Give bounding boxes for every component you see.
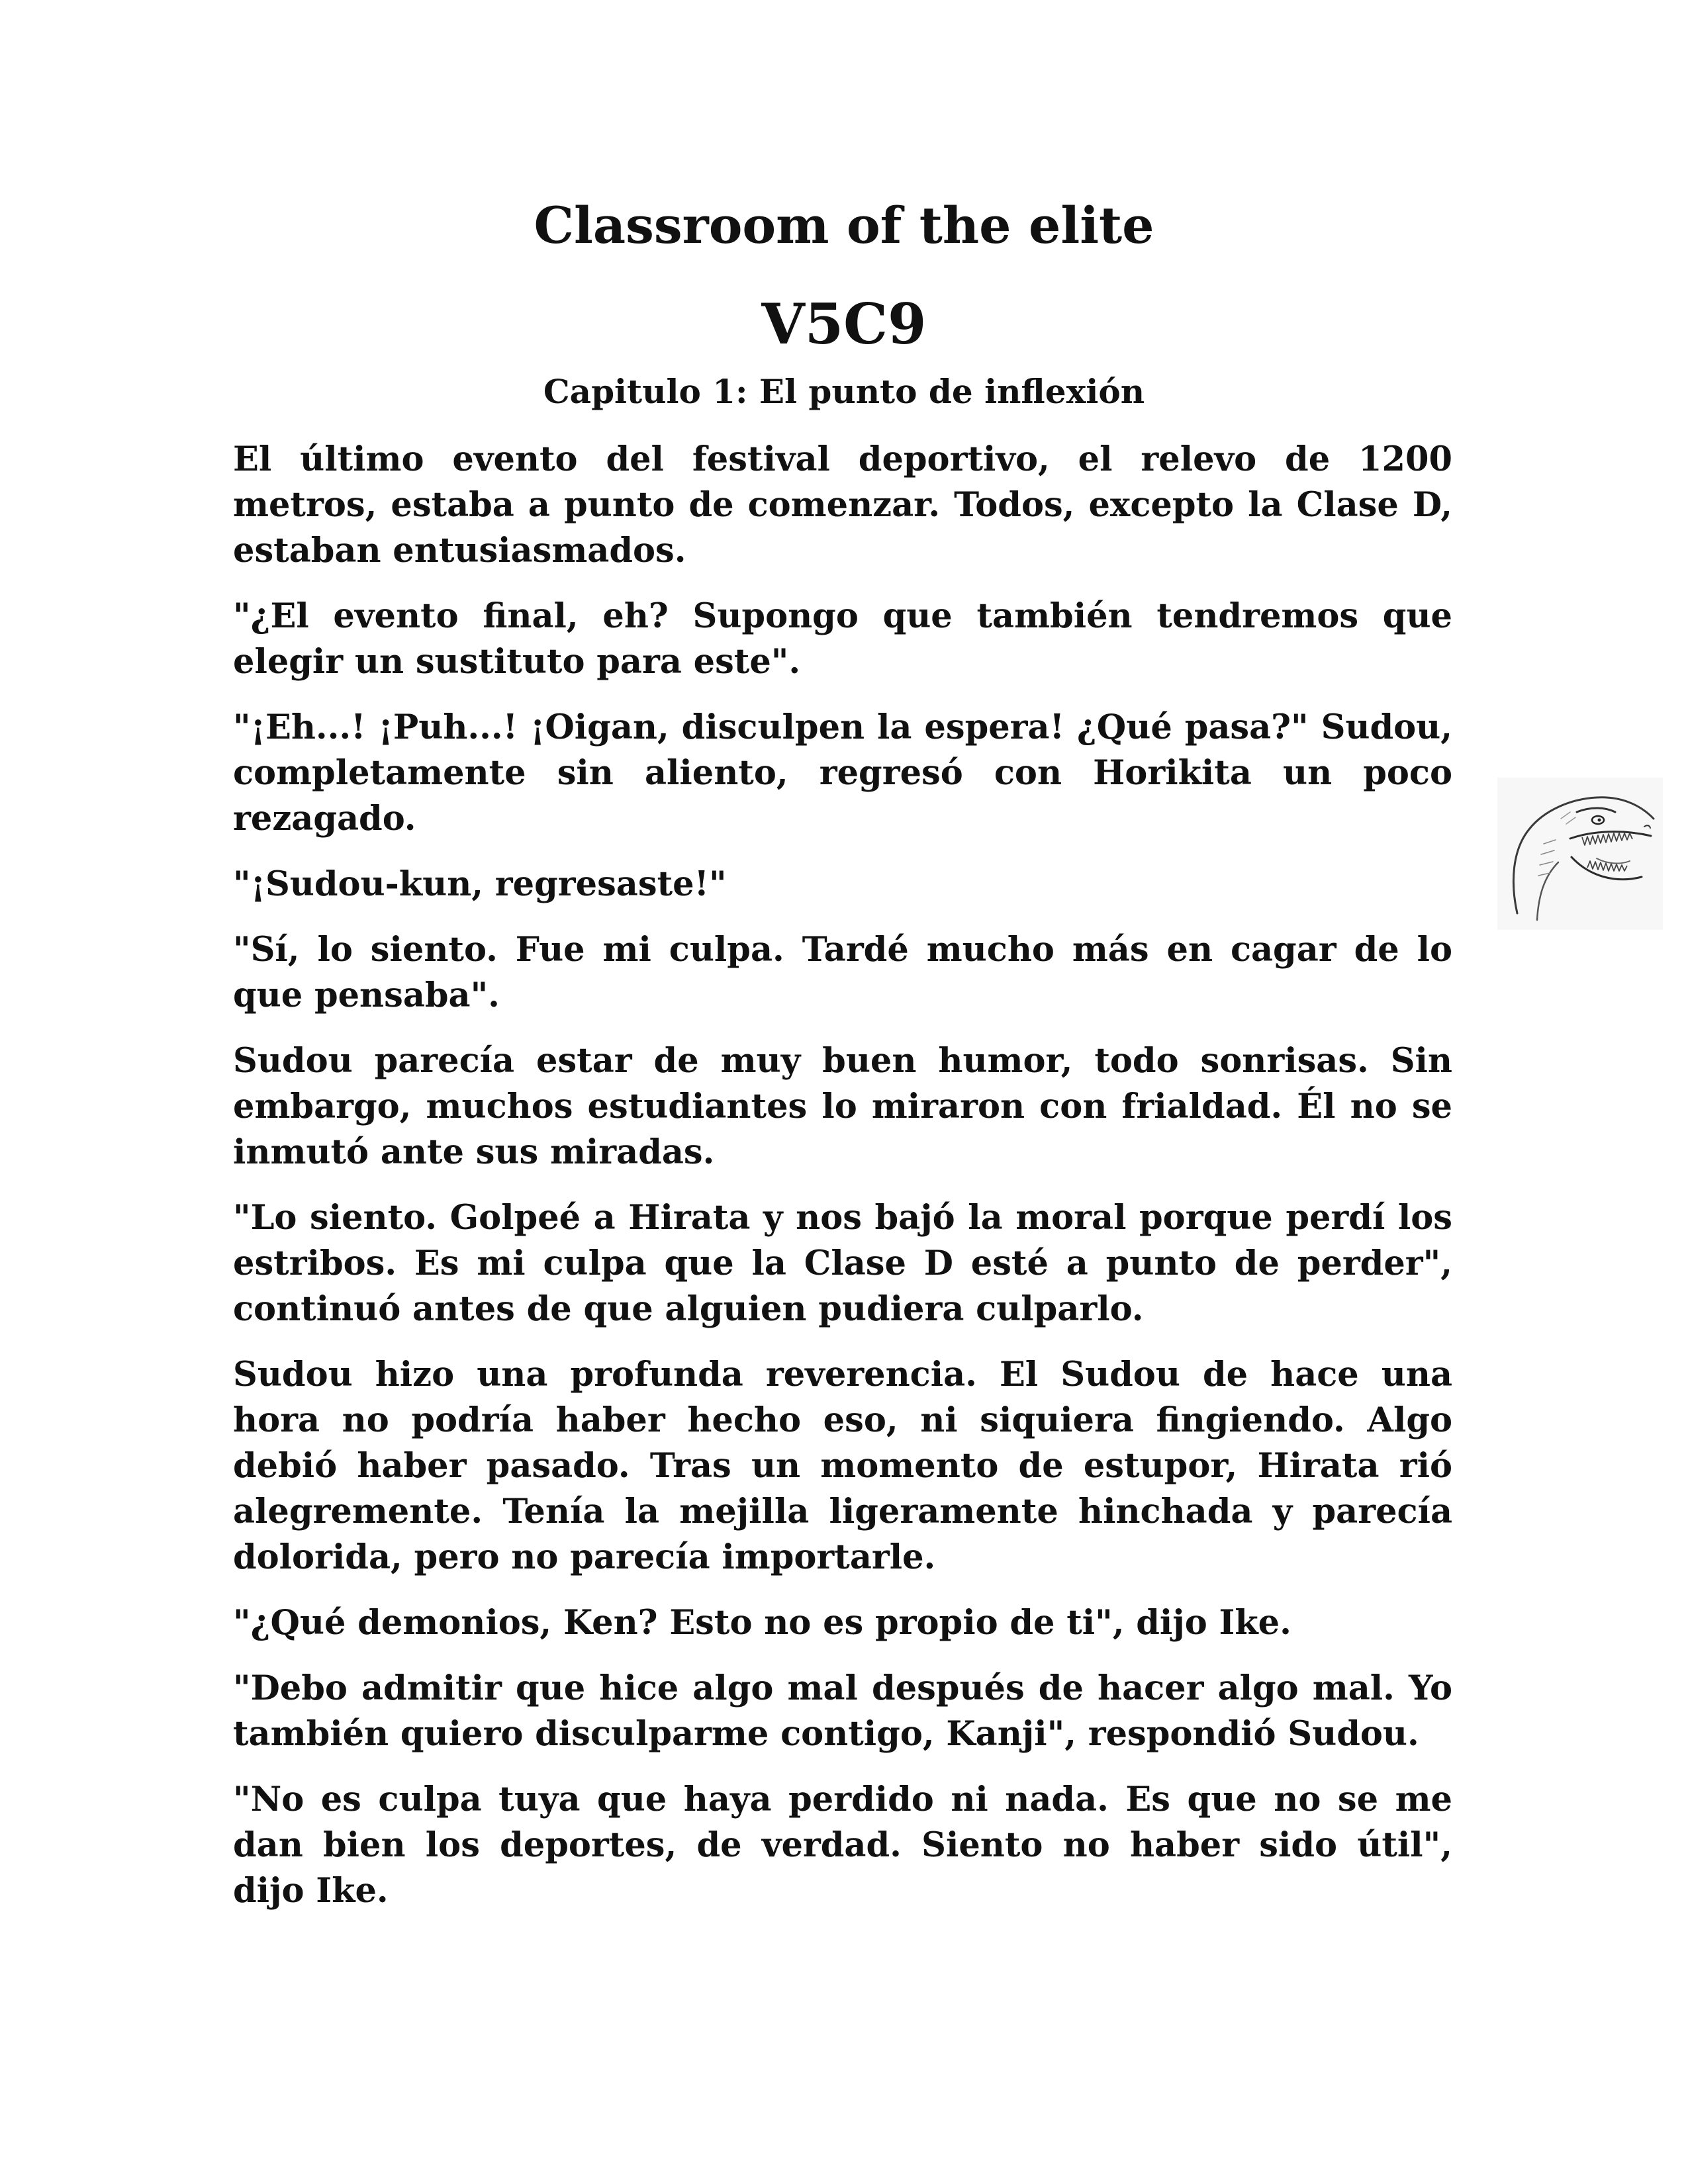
- paragraph: "Sí, lo siento. Fue mi culpa. Tardé mucho más en cagar de lo que pensaba".: [233, 930, 1452, 1015]
- story-body: [233, 437, 1452, 1914]
- paragraph: "¿Qué demonios, Ken? Esto no es propio de ti", dijo Ike.: [233, 1603, 1291, 1643]
- paragraph: "¿El evento final, eh? Supongo que también tendremos que elegir un sustituto para este".: [233, 596, 1452, 682]
- paragraph: "No es culpa tuya que haya perdido ni nada. Es que no se me dan bien los deportes, de verdad. Siento no haber sido útil", dijo Ike.: [233, 1780, 1452, 1911]
- paragraph: "Debo admitir que hice algo mal después de hacer algo mal. Yo también quiero disculparme contigo, Kanji", respondió Sudou.: [233, 1668, 1452, 1754]
- paragraph: "¡Eh...! ¡Puh...! ¡Oigan, disculpen la espera! ¿Qué pasa?" Sudou, completamente sin aliento, regresó con Horikita un poco rezagado.: [233, 707, 1452, 839]
- paragraph: Sudou hizo una profunda reverencia. El Sudou de hace una hora no podría haber hecho eso, ni siquiera fingiendo. Algo debió haber pasado. Tras un momento de estupor, Hirata rió alegremente. Tenía la mejilla ligeramente hinchada y parecía dolorida, pero no parecía importarle.: [233, 1355, 1452, 1577]
- paragraph: "¡Sudou-kun, regresaste!": [233, 864, 727, 904]
- document-title: Classroom of the elite: [534, 196, 1154, 255]
- chapter-heading: Capitulo 1: El punto de inflexión: [543, 372, 1145, 411]
- paragraph: "Lo siento. Golpeé a Hirata y nos bajó la moral porque perdí los estribos. Es mi culpa que la Clase D esté a punto de perder", continuó antes de que alguien pudiera culparlo.: [233, 1198, 1452, 1329]
- volume-chapter-code: V5C9: [761, 291, 927, 357]
- paragraph: El último evento del festival deportivo, el relevo de 1200 metros, estaba a punto de comenzar. Todos, excepto la Clase D, estaban entusiasmados.: [233, 439, 1452, 570]
- paragraph: Sudou parecía estar de muy buen humor, todo sonrisas. Sin embargo, muchos estudiantes lo miraron con frialdad. Él no se inmutó ante sus miradas.: [233, 1041, 1452, 1172]
- dinosaur-head-sketch-icon: [1497, 778, 1663, 930]
